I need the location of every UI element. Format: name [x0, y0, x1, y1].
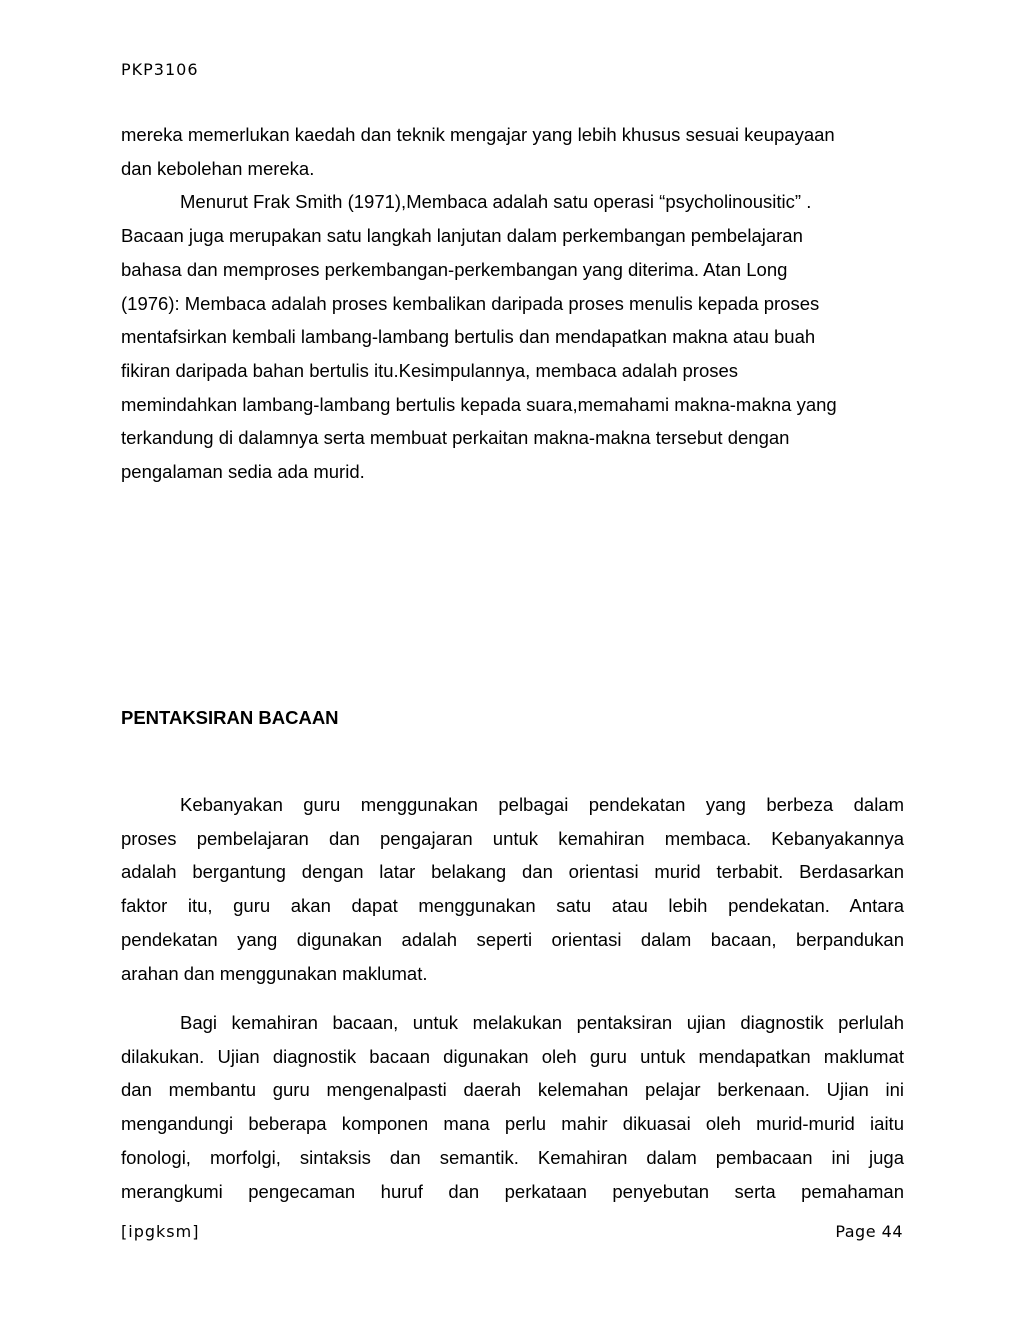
paragraph-2-line: Menurut Frak Smith (1971),Membaca adalah satu operasi “psycholinousitic” . — [180, 191, 812, 213]
paragraph-4 — [121, 1006, 904, 1208]
paragraph-3 — [121, 788, 904, 990]
footer-left-label: [ipgksm] — [121, 1222, 200, 1241]
paragraph-2-line: bahasa dan memproses perkembangan-perkembangan yang diterima. Atan Long — [121, 258, 788, 280]
page-header-code: PKP3106 — [121, 60, 199, 79]
paragraph-3-line: arahan dan menggunakan maklumat. — [121, 962, 428, 984]
paragraph-2-line: mentafsirkan kembali lambang-lambang bertulis dan mendapatkan makna atau buah — [121, 326, 816, 348]
paragraph-4-line: Bagi kemahiran bacaan, untuk melakukan pentaksiran ujian diagnostik perlulah — [180, 1012, 904, 1033]
paragraph-2-first-line-wrapper — [121, 185, 904, 219]
paragraph-2-line: memindahkan lambang-lambang bertulis kepada suara,memahami makna-makna yang — [121, 393, 837, 415]
paragraph-2-line: (1976): Membaca adalah proses kembalikan daripada proses menulis kepada proses — [121, 292, 820, 314]
paragraph-4-first-line-wrapper — [121, 1006, 904, 1040]
paragraph-4-line: merangkumi pengecaman huruf dan perkataan penyebutan serta pemahaman — [121, 1180, 904, 1202]
paragraph-2-line: pengalaman sedia ada murid. — [121, 461, 365, 483]
paragraph-3-line: Kebanyakan guru menggunakan pelbagai pendekatan yang berbeza dalam — [180, 794, 904, 815]
paragraph-2-line: fikiran daripada bahan bertulis itu.Kesimpulannya, membaca adalah proses — [121, 359, 739, 381]
paragraph-1-line: mereka memerlukan kaedah dan teknik mengajar yang lebih khusus sesuai keupayaan — [121, 124, 835, 145]
paragraph-2-line: terkandung di dalamnya serta membuat perkaitan makna-makna tersebut dengan — [121, 427, 790, 449]
paragraph-1-line: dan kebolehan mereka. — [121, 157, 315, 179]
paragraph-2-line: Bacaan juga merupakan satu langkah lanjutan dalam perkembangan pembelajaran — [121, 225, 803, 247]
paragraph-4-line: dan membantu guru mengenalpasti daerah kelemahan pelajar berkenaan. Ujian ini — [121, 1079, 904, 1101]
paragraph-3-line: pendekatan yang digunakan adalah seperti orientasi dalam bacaan, berpandukan — [121, 928, 904, 950]
paragraph-4-line: mengandungi beberapa komponen mana perlu mahir dikuasai oleh murid-murid iaitu — [121, 1113, 904, 1135]
paragraph-4-line: fonologi, morfolgi, sintaksis dan semantik. Kemahiran dalam pembacaan ini juga — [121, 1146, 904, 1168]
paragraph-3-line: proses pembelajaran dan pengajaran untuk kemahiran membaca. Kebanyakannya — [121, 827, 904, 849]
paragraph-4-line: dilakukan. Ujian diagnostik bacaan digunakan oleh guru untuk mendapatkan maklumat — [121, 1045, 904, 1067]
paragraph-3-first-line-wrapper — [121, 788, 904, 822]
paragraph-1 — [121, 118, 904, 489]
page-number: Page 44 — [835, 1222, 903, 1241]
paragraph-3-line: adalah bergantung dengan latar belakang dan orientasi murid terbabit. Berdasarkan — [121, 861, 904, 883]
paragraph-3-line: faktor itu, guru akan dapat menggunakan satu atau lebih pendekatan. Antara — [121, 895, 904, 917]
section-heading: PENTAKSIRAN BACAAN — [121, 707, 339, 728]
